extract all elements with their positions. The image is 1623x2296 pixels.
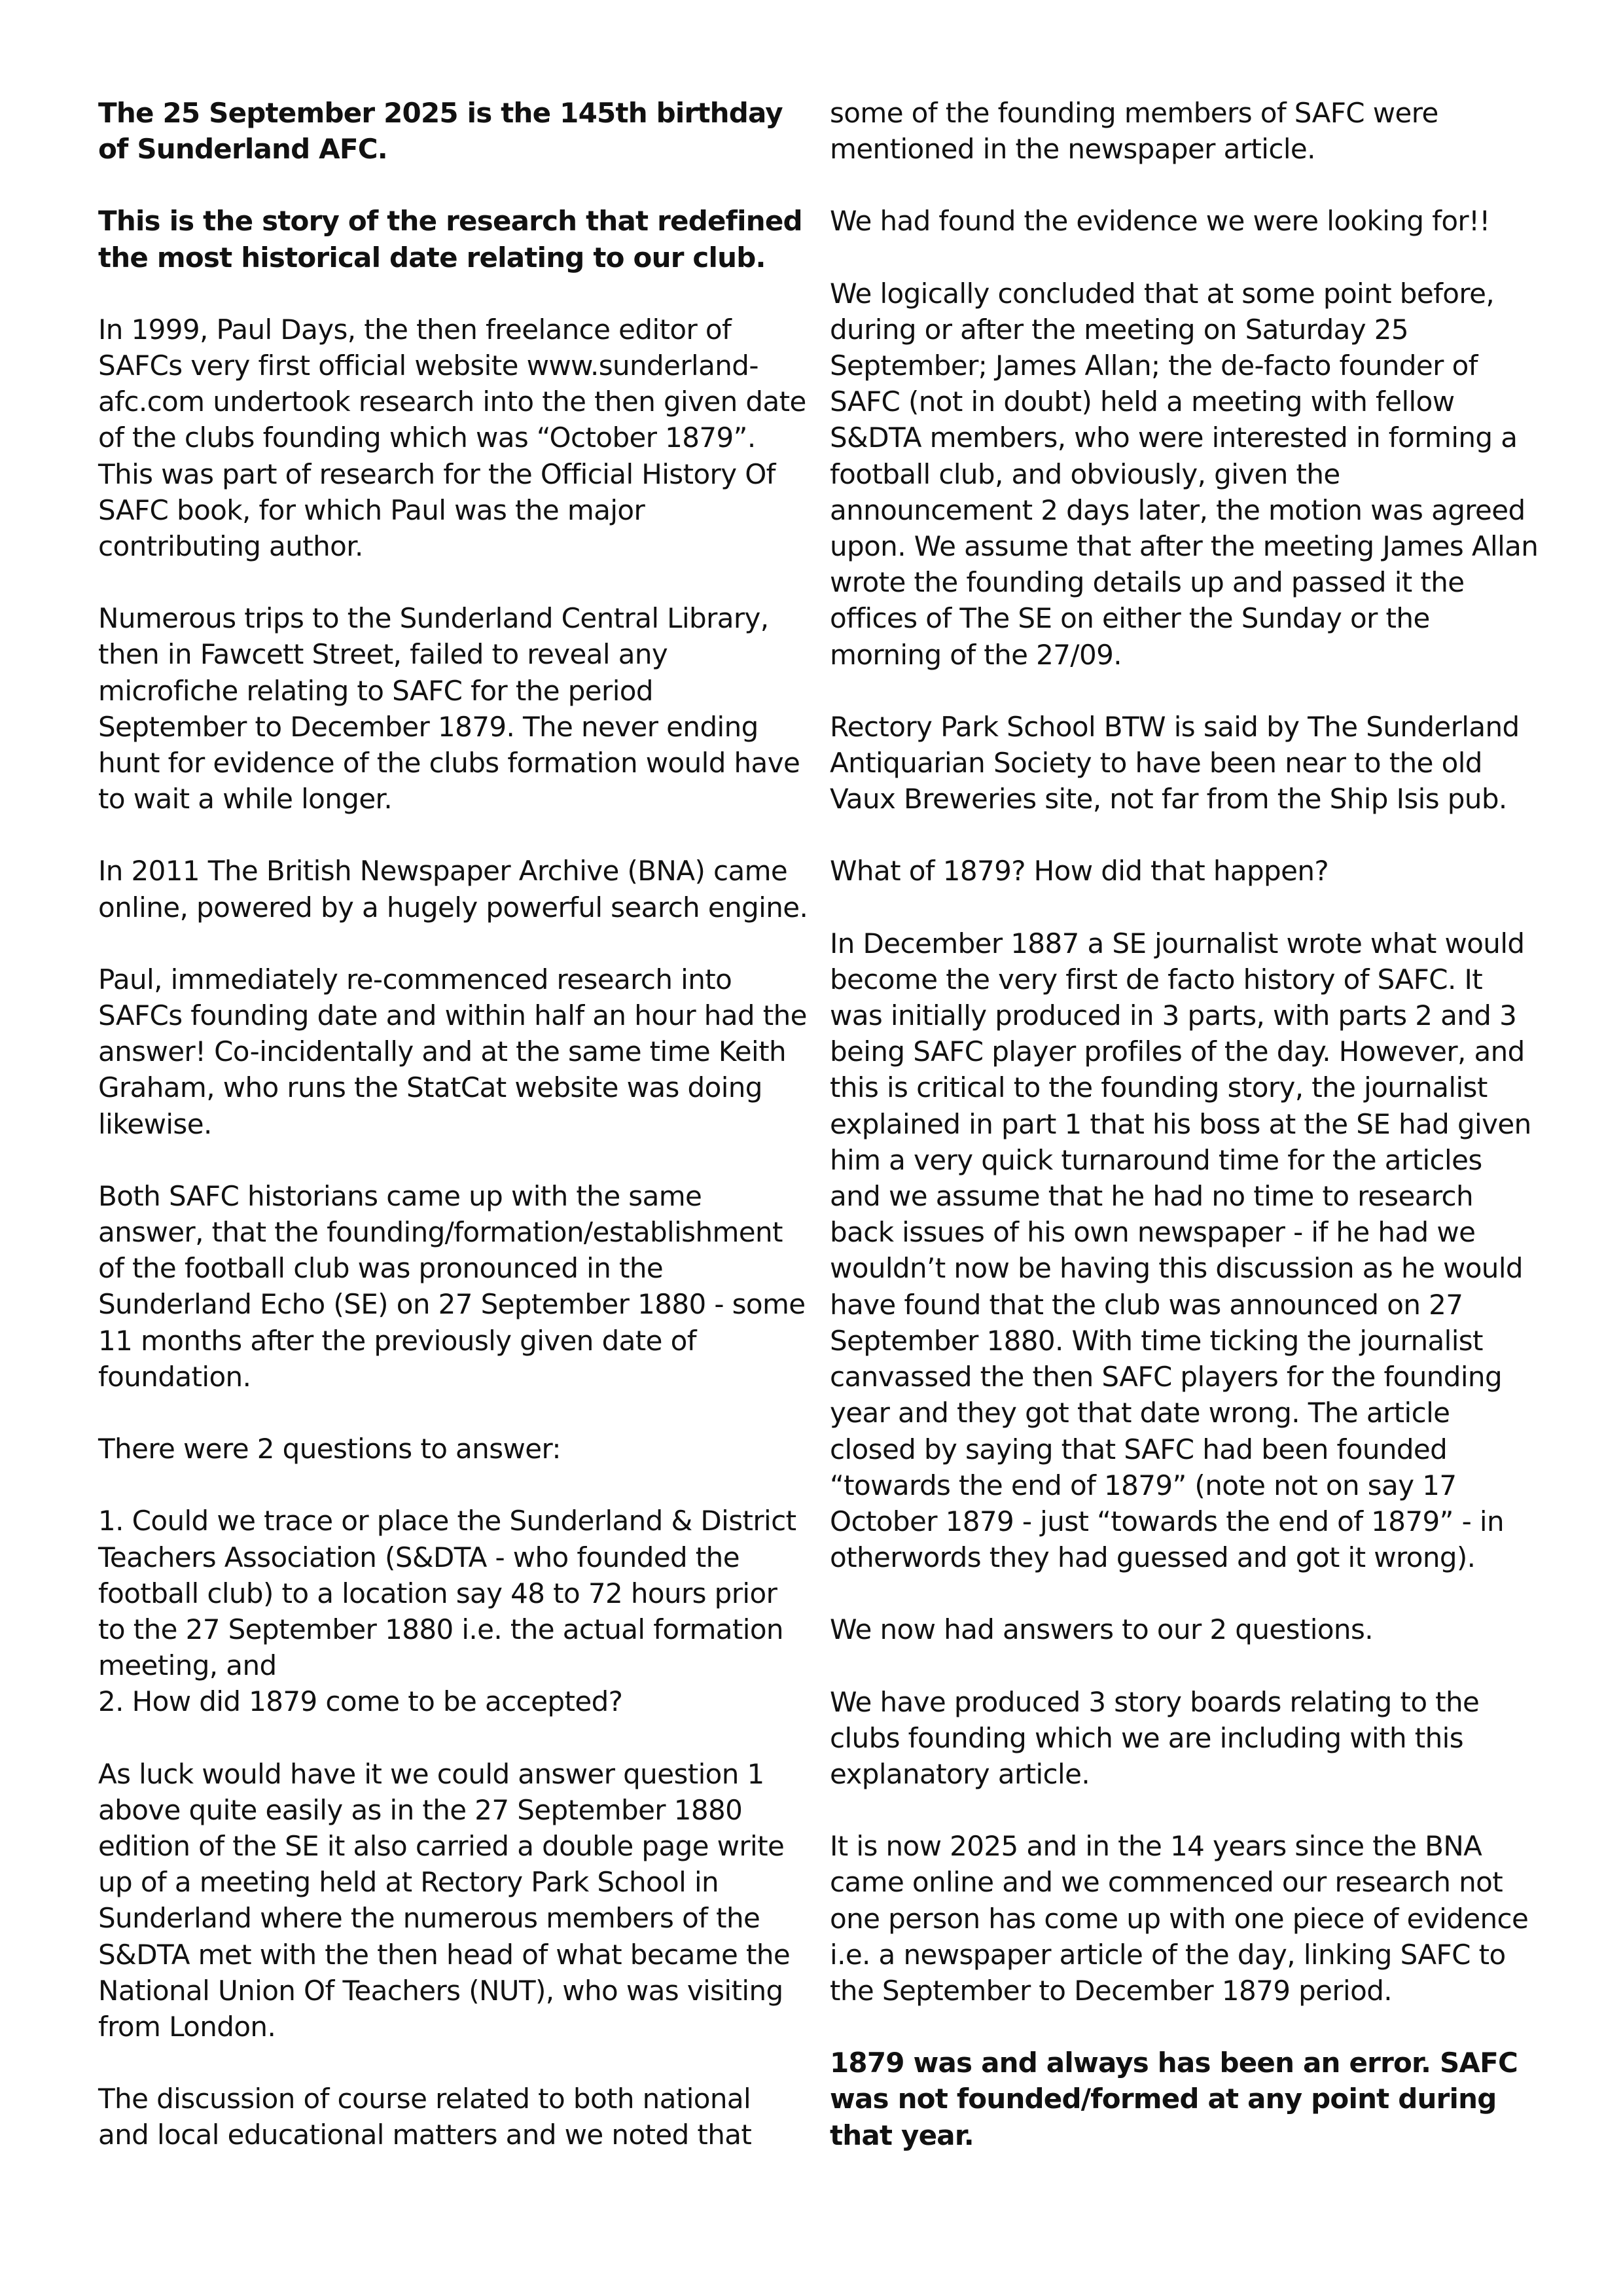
intro-heading: The 25 September 2025 is the 145th birthday of Sunderland AFC. xyxy=(98,97,783,166)
paragraph-conclusion: We logically concluded that at some point before, during or after the meeting on Saturday 25 September; James Allan; the de-facto founder of SAFC (not in doubt) held a meeting with fellow S&DTA members, who were interested in forming a football club, and obviously, given the announcement 2 days later, the motion was agreed upon. We assume that after the meeting James Allan wrote the founding details up and passed it the offices of The SE on either the Sunday or the morning of the 27/09. xyxy=(830,277,1539,671)
paragraph-paul-research: Paul, immediately re-commenced research into SAFCs founding date and within half an hour had the answer! Co-incidentally and at the same time Keith Graham, who runs the StatCat website was doing likewise. xyxy=(98,963,807,1140)
paragraph-answers: We now had answers to our 2 questions. xyxy=(830,1613,1373,1646)
paragraph-evidence-found: We had found the evidence we were looking for!! xyxy=(830,205,1490,238)
right-column xyxy=(830,95,1540,2189)
closing-statement: 1879 was and always has been an error. SAFC was not founded/formed at any point during that year. xyxy=(830,2047,1518,2151)
intro-subheading: This is the story of the research that redefined the most historical date relating to our club. xyxy=(98,205,802,274)
paragraph-question-list: 1. Could we trace or place the Sunderland & District Teachers Association (S&DTA - who founded the football club) to a location say 48 to 72 hours prior to the 27 September 1880 i.e. the actual formation meeting, and 2. How did 1879 come to be accepted? xyxy=(98,1505,796,1718)
paragraph-bna-2011: In 2011 The British Newspaper Archive (BNA) came online, powered by a hugely powerful search engine. xyxy=(98,855,808,924)
left-column xyxy=(98,95,808,2189)
paragraph-1887-history: In December 1887 a SE journalist wrote what would become the very first de facto history of SAFC. It was initially produced in 3 parts, with parts 2 and 3 being SAFC player profiles of the day. However, and this is critical to the founding story, the journalist explained in part 1 that his boss at the SE had given him a very quick turnaround time for the articles and we assume that he had no time to research back issues of his own newspaper - if he had we wouldn’t now be having this discussion as he would have found that the club was announced on 27 September 1880. With time ticking the journalist canvassed the then SAFC players for the founding year and they got that date wrong. The article closed by saying that SAFC had been founded “towards the end of 1879” (note not on say 17 October 1879 - just “towards the end of 1879” - in otherwords they had guessed and got it wrong). xyxy=(830,927,1531,1574)
paragraph-discussion-continued: some of the founding members of SAFC were mentioned in the newspaper article. xyxy=(830,97,1438,166)
paragraph-what-of-1879: What of 1879? How did that happen? xyxy=(830,855,1329,888)
paragraph-1999-research: In 1999, Paul Days, the then freelance editor of SAFCs very first official website www.sunderland-afc.com undertook research into the then given date of the clubs founding which was “October 1879”. This was part of research for the Official History Of SAFC book, for which Paul was the major contributing author. xyxy=(98,313,806,563)
paragraph-historians-answer: Both SAFC historians came up with the same answer, that the founding/formation/establishment of the football club was pronounced in the Sunderland Echo (SE) on 27 September 1880 - some 11 months after the previously given date of foundation. xyxy=(98,1179,806,1393)
paragraph-rectory-park: Rectory Park School BTW is said by The Sunderland Antiquarian Society to have been near to the old Vaux Breweries site, not far from the Ship Isis pub. xyxy=(830,710,1520,816)
paragraph-discussion: The discussion of course related to both national and local educational matters and we noted that xyxy=(98,2083,752,2151)
paragraph-luck: As luck would have it we could answer question 1 above quite easily as in the 27 September 1880 edition of the SE it also carried a double page write up of a meeting held at Rectory Park School in Sunderland where the numerous members of the S&DTA met with the then head of what became the National Union Of Teachers (NUT), who was visiting from London. xyxy=(98,1757,791,2043)
paragraph-story-boards: We have produced 3 story boards relating to the clubs founding which we are including with this explanatory article. xyxy=(830,1685,1480,1790)
paragraph-questions-intro: There were 2 questions to answer: xyxy=(98,1433,561,1465)
paragraph-2025: It is now 2025 and in the 14 years since the BNA came online and we commenced our research not one person has come up with one piece of evidence i.e. a newspaper article of the day, linking SAFC to the September to December 1879 period. xyxy=(830,1830,1529,2007)
paragraph-library-trips: Numerous trips to the Sunderland Central Library, then in Fawcett Street, failed to reveal any microfiche relating to SAFC for the period September to December 1879. The never ending hunt for evidence of the clubs formation would have to wait a while longer. xyxy=(98,602,800,816)
